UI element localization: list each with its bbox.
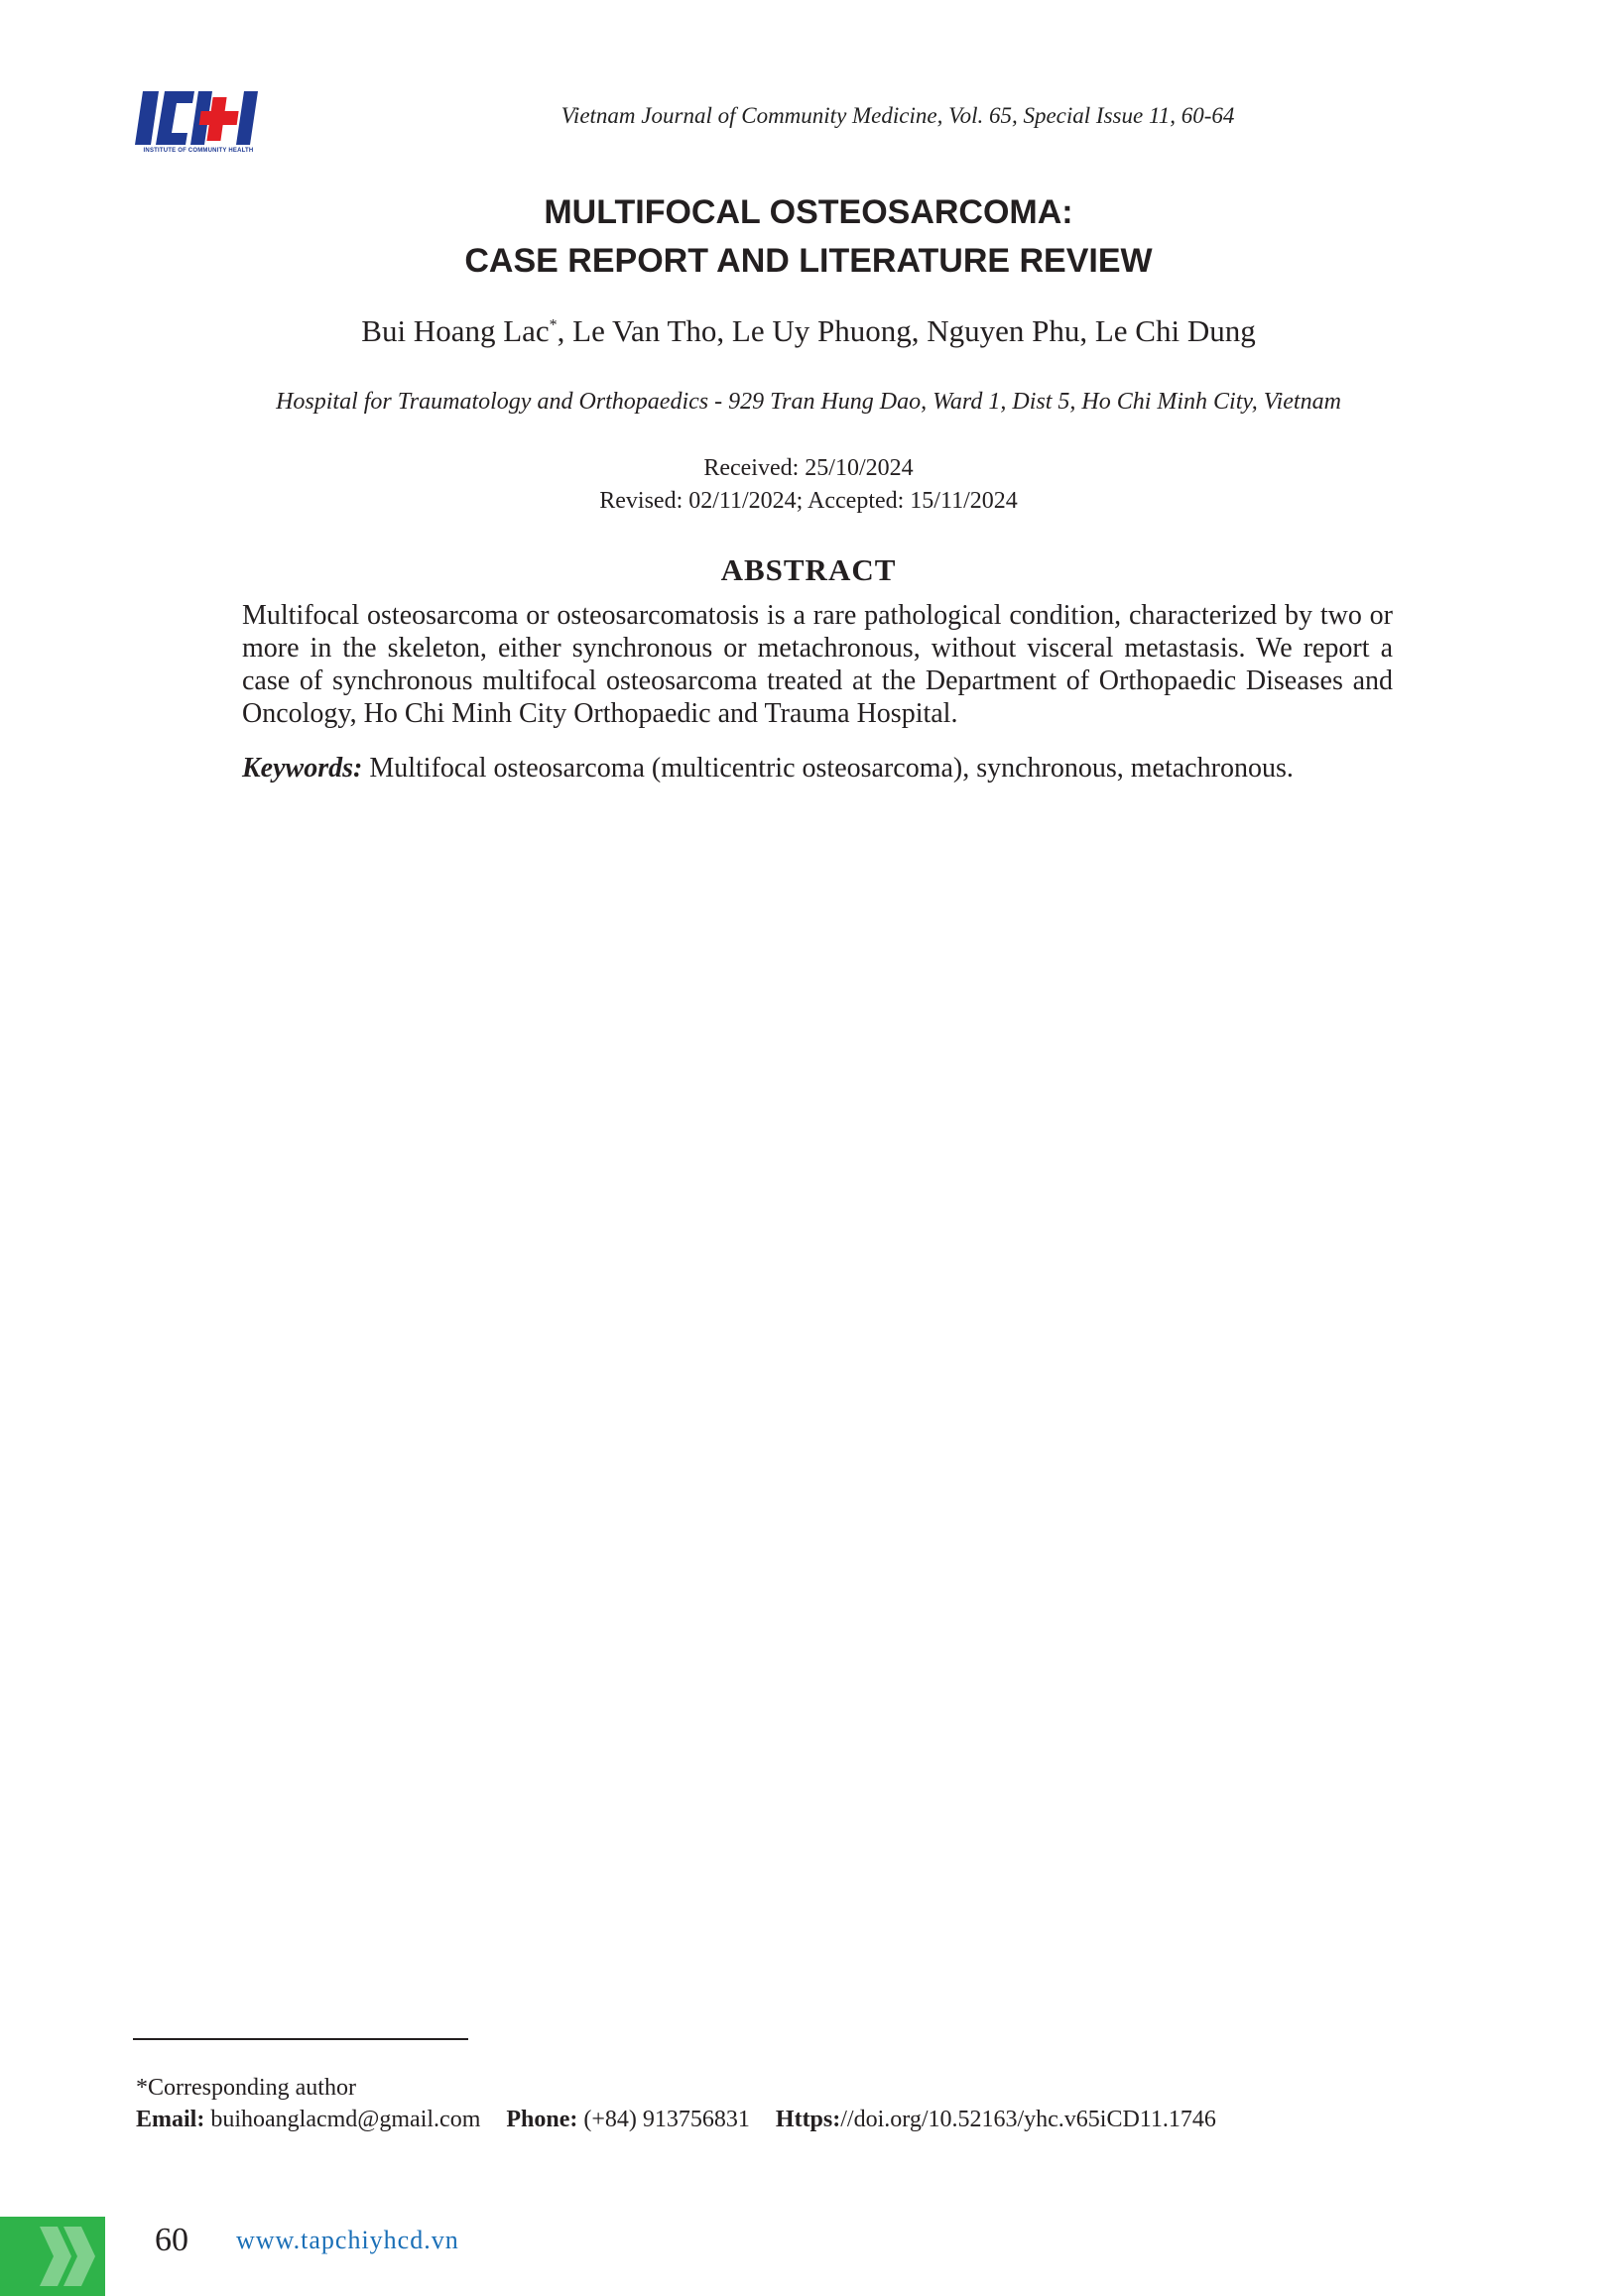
phone-number: (+84) 913756831 [577,2107,750,2132]
logo-caption: INSTITUTE OF COMMUNITY HEALTH [143,148,254,154]
abstract-text: Multifocal osteosarcoma or osteosarcomatosis is a rare pathological condition, characterized by two or more in the skeleton, either synchronous or metachronous, without visceral metastasis. We report a case of synchronous multifocal osteosarcoma treated at the Department of Orthopaedic Diseases and Oncology, Ho Chi Minh City Orthopaedic and Trauma Hospital. [242,600,1393,729]
ich-logo-icon [133,87,264,149]
article-title [114,188,1503,286]
title-line-1: MULTIFOCAL OSTEOSARCOMA: [544,193,1073,231]
journal-website-link[interactable]: www.tapchiyhcd.vn [236,2226,459,2254]
contact-line [136,2104,1505,2135]
keywords-label: Keywords: [242,753,363,784]
doi-link[interactable]: //doi.org/10.52163/yhc.v65iCD11.1746 [840,2107,1216,2132]
double-chevron-icon [0,2217,105,2296]
author-list [114,313,1503,349]
email-address[interactable]: buihoanglacmd@gmail.com [204,2107,481,2132]
first-author: Bui Hoang Lac [361,313,550,348]
phone-label: Phone: [506,2107,578,2132]
journal-running-header: Vietnam Journal of Community Medicine, Vol. 65, Special Issue 11, 60-64 [560,103,1235,128]
title-line-2: CASE REPORT AND LITERATURE REVIEW [464,242,1153,280]
article-dates [114,452,1503,518]
footer-accent-tab [0,2217,105,2296]
corresponding-label: *Corresponding author [136,2075,356,2101]
footnote-divider [133,2038,468,2040]
keywords-text: Multifocal osteosarcoma (multicentric osteosarcoma), synchronous, metachronous. [362,753,1294,784]
corresponding-author-footnote [136,2072,1505,2135]
email-label: Email: [136,2107,205,2132]
corresponding-mark: * [549,316,558,334]
revised-accepted-date: Revised: 02/11/2024; Accepted: 15/11/2024 [599,488,1018,514]
other-authors: , Le Van Tho, Le Uy Phuong, Nguyen Phu, Le Chi Dung [557,313,1256,348]
page-number: 60 [155,2222,188,2258]
doi-label: Https: [775,2107,841,2132]
author-affiliation: Hospital for Traumatology and Orthopaedics - 929 Tran Hung Dao, Ward 1, Dist 5, Ho Chi Minh City, Vietnam [276,389,1341,415]
keywords [242,752,1413,785]
received-date: Received: 25/10/2024 [703,455,914,481]
abstract-heading: ABSTRACT [720,552,897,587]
